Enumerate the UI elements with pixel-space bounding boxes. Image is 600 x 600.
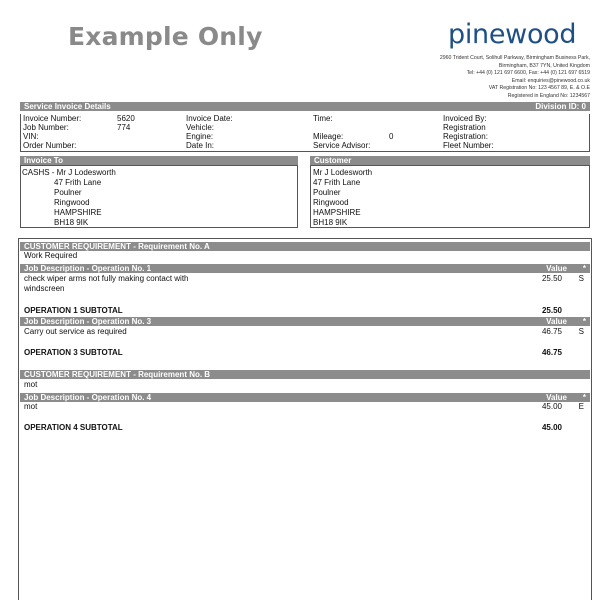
job-number-label: Job Number: (23, 123, 69, 132)
vin-label: VIN: (23, 132, 39, 141)
op4-header (20, 393, 590, 402)
job-number-value: 774 (117, 123, 131, 132)
invoice-to-line-3: Poulner (54, 188, 82, 197)
watermark-text: Example Only (68, 22, 263, 51)
customer-line-5: HAMPSHIRE (313, 208, 361, 217)
invoice-to-line-2: 47 Frith Lane (54, 178, 102, 187)
division-id: Division ID: 0 (535, 102, 586, 111)
details-header (20, 102, 590, 111)
registration-label-2: Registration: (443, 132, 488, 141)
details-grid (20, 114, 590, 152)
invoice-to-line-6: BH18 9IK (54, 218, 89, 227)
op1-subtotal-value: 25.50 (541, 306, 562, 315)
service-advisor-label: Service Advisor: (313, 141, 371, 150)
invoice-number-label: Invoice Number: (23, 114, 82, 123)
registration-label-1: Registration (443, 123, 486, 132)
engine-label: Engine: (186, 132, 214, 141)
company-logo (448, 18, 593, 52)
op1-value: 25.50 (541, 274, 562, 283)
invoice-number-value: 5620 (117, 114, 135, 123)
jobs-box (18, 238, 592, 600)
customer-line-6: BH18 9IK (313, 218, 348, 227)
op4-subtotal-label: OPERATION 4 SUBTOTAL (24, 423, 123, 432)
company-registered: Registered in England No: 1234567 (507, 92, 590, 99)
requirement-b-text: mot (24, 380, 38, 389)
op1-header (20, 264, 590, 273)
customer-box (310, 165, 590, 228)
address-line-1: 2960 Trident Court, Solihull Parkway, Birmingham Business Park, (439, 55, 590, 61)
op1-code: S (578, 274, 584, 283)
customer-line-1: Mr J Lodesworth (313, 168, 373, 177)
details-header-label: Service Invoice Details (24, 102, 111, 111)
invoice-to-line-5: HAMPSHIRE (54, 208, 102, 217)
customer-header: Customer (310, 156, 590, 165)
op1-header-label: Job Description - Operation No. 1 (24, 264, 152, 273)
invoiced-by-label: Invoiced By: (443, 114, 487, 123)
company-email: Email: enquiries@pinewood.co.uk (511, 77, 590, 84)
fleet-number-label: Fleet Number: (443, 141, 494, 150)
op3-desc-line-1: Carry out service as required (24, 327, 127, 336)
op4-desc-line-1: mot (24, 402, 38, 411)
requirement-a-text: Work Required (24, 251, 78, 260)
op3-header-label: Job Description - Operation No. 3 (24, 317, 152, 326)
op3-subtotal-label: OPERATION 3 SUBTOTAL (24, 348, 123, 357)
op1-desc-line-2: windscreen (24, 284, 65, 293)
requirement-a-header: CUSTOMER REQUIREMENT - Requirement No. A (20, 242, 590, 251)
op3-header (20, 317, 590, 326)
invoice-to-line-4: Ringwood (54, 198, 90, 207)
vehicle-label: Vehicle: (186, 123, 215, 132)
invoice-to-box (20, 165, 298, 228)
customer-line-2: 47 Frith Lane (313, 178, 361, 187)
op4-star: * (582, 393, 586, 402)
op3-star: * (582, 317, 586, 326)
op4-subtotal-value: 45.00 (541, 423, 562, 432)
op1-star: * (582, 264, 586, 273)
company-address (350, 55, 590, 100)
date-in-label: Date In: (186, 141, 215, 150)
op1-value-label: Value (546, 264, 567, 273)
requirement-b-header: CUSTOMER REQUIREMENT - Requirement No. B (20, 370, 590, 379)
order-number-label: Order Number: (23, 141, 77, 150)
op1-desc-line-1: check wiper arms not fully making contact with (24, 274, 189, 283)
address-line-2: Birmingham, B37 7YN, United Kingdom (498, 62, 590, 69)
op3-value: 46.75 (541, 327, 562, 336)
customer-line-3: Poulner (313, 188, 341, 197)
invoice-to-line-1: CASHS - Mr J Lodesworth (22, 168, 116, 177)
op3-value-label: Value (546, 317, 567, 326)
op4-value-label: Value (546, 393, 567, 402)
logo-text: pinewood (448, 19, 577, 50)
op3-subtotal-value: 46.75 (541, 348, 562, 357)
mileage-label: Mileage: (313, 132, 344, 141)
op4-header-label: Job Description - Operation No. 4 (24, 393, 152, 402)
time-label: Time: (313, 114, 333, 123)
customer-line-4: Ringwood (313, 198, 349, 207)
mileage-value: 0 (389, 132, 394, 141)
company-phone: Tel: +44 (0) 121 697 6600, Fax: +44 (0) 121 697 6519 (466, 70, 590, 76)
op4-value: 45.00 (541, 402, 562, 411)
company-vat: VAT Registration No: 123 4567 89, E. & O.E (488, 85, 590, 91)
op1-subtotal-label: OPERATION 1 SUBTOTAL (24, 306, 123, 315)
invoice-date-label: Invoice Date: (186, 114, 233, 123)
invoice-to-header: Invoice To (20, 156, 298, 165)
op4-code: E (578, 402, 584, 411)
op3-code: S (578, 327, 584, 336)
